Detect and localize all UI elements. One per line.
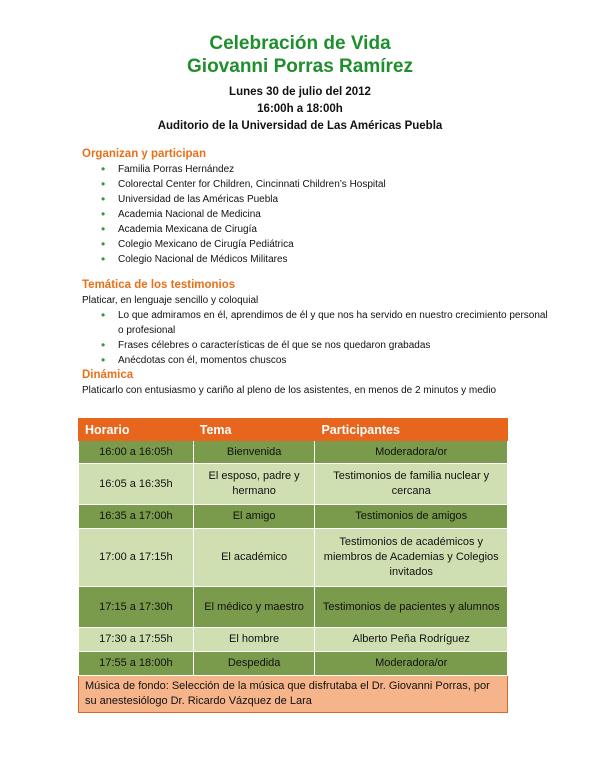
organizers-list <box>82 162 552 267</box>
table-row <box>79 464 508 505</box>
table-row <box>79 587 508 628</box>
cell-participantes: Testimonios de académicos y miembros de Academias y Colegios invitados <box>315 529 508 587</box>
table-row <box>79 441 508 464</box>
event-venue: Auditorio de la Universidad de Las Américas Puebla <box>157 120 443 132</box>
organizers-heading: Organizan y participan <box>82 148 206 160</box>
organizers-section <box>82 147 552 267</box>
cell-participantes: Testimonios de familia nuclear y cercana <box>315 464 508 505</box>
cell-horario: 17:15 a 17:30h <box>79 587 194 628</box>
cell-tema: Bienvenida <box>193 441 315 464</box>
list-item: • Universidad de las Américas Puebla <box>118 192 552 207</box>
cell-horario: 17:00 a 17:15h <box>79 529 194 587</box>
event-time: 16:00h a 18:00h <box>257 103 343 115</box>
themes-list <box>82 308 552 368</box>
cell-participantes: Moderadora/or <box>315 441 508 464</box>
cell-tema: El académico <box>193 529 315 587</box>
cell-horario: 17:55 a 18:00h <box>79 652 194 676</box>
cell-participantes: Moderadora/or <box>315 652 508 676</box>
title-line-2: Giovanni Porras Ramírez <box>187 56 413 77</box>
list-item: • Colegio Mexicano de Cirugía Pediátrica <box>118 237 552 252</box>
table-row <box>79 652 508 676</box>
table-row <box>79 628 508 652</box>
schedule-table <box>78 418 508 713</box>
table-row <box>79 529 508 587</box>
cell-tema: El médico y maestro <box>193 587 315 628</box>
title-line-1: Celebración de Vida <box>209 33 391 54</box>
cell-tema: El hombre <box>193 628 315 652</box>
cell-tema: El amigo <box>193 505 315 529</box>
header-tema: Tema <box>193 419 315 441</box>
cell-participantes: Testimonios de pacientes y alumnos <box>315 587 508 628</box>
cell-horario: 17:30 a 17:55h <box>79 628 194 652</box>
table-row <box>79 676 508 713</box>
cell-horario: 16:00 a 16:05h <box>79 441 194 464</box>
cell-tema: Despedida <box>193 652 315 676</box>
cell-horario: 16:35 a 17:00h <box>79 505 194 529</box>
themes-intro: Platicar, en lenguaje sencillo y coloquial <box>82 295 259 306</box>
dynamics-heading: Dinámica <box>82 369 134 381</box>
list-item: • Academia Nacional de Medicina <box>118 207 552 222</box>
list-item: • Familia Porras Hernández <box>118 162 552 177</box>
list-item: • Frases célebres o características de él que se nos quedaron grabadas <box>118 338 552 353</box>
list-item: • Colegio Nacional de Médicos Militares <box>118 252 552 267</box>
table-row <box>79 505 508 529</box>
themes-section <box>82 278 552 398</box>
event-date: Lunes 30 de julio del 2012 <box>229 86 371 98</box>
header-horario: Horario <box>79 419 194 441</box>
list-item: • Anécdotas con él, momentos chuscos <box>118 353 552 368</box>
list-item: • Colorectal Center for Children, Cincinnati Children’s Hospital <box>118 177 552 192</box>
dynamics-text: Platicarlo con entusiasmo y cariño al pleno de los asistentes, en menos de 2 minutos y medio <box>82 385 497 396</box>
list-item: • Lo que admiramos en él, aprendimos de él y que nos ha servido en nuestro crecimiento personal o profesional <box>118 308 552 338</box>
header-participantes: Participantes <box>315 419 508 441</box>
list-item: • Academia Mexicana de Cirugía <box>118 222 552 237</box>
themes-heading: Temática de los testimonios <box>82 279 236 291</box>
cell-participantes: Alberto Peña Rodríguez <box>315 628 508 652</box>
cell-tema: El esposo, padre y hermano <box>193 464 315 505</box>
cell-participantes: Testimonios de amigos <box>315 505 508 529</box>
music-note: Música de fondo: Selección de la música que disfrutaba el Dr. Giovanni Porras, por su anestesiólogo Dr. Ricardo Vázquez de Lara <box>79 676 508 713</box>
cell-horario: 16:05 a 16:35h <box>79 464 194 505</box>
